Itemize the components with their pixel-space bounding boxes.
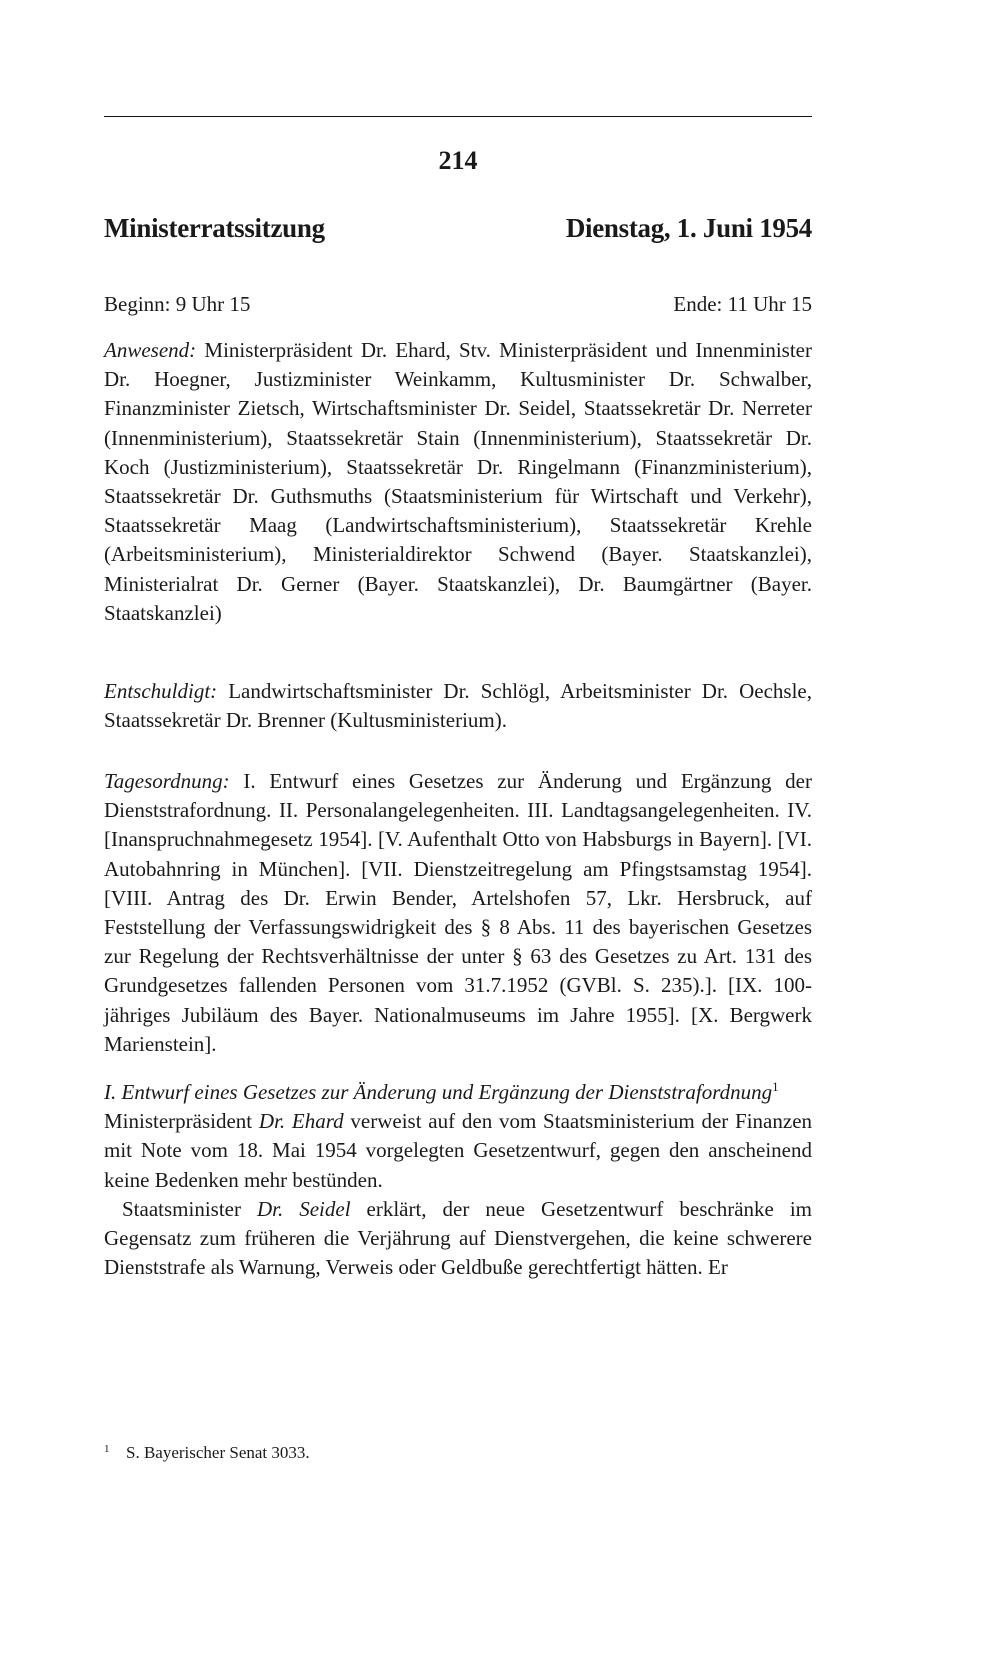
excused-paragraph — [104, 677, 812, 735]
agenda-paragraph — [104, 767, 812, 1059]
footnote-1 — [104, 1442, 812, 1464]
agenda-label: Tagesordnung: — [104, 769, 230, 793]
page-number: 214 — [438, 146, 478, 175]
session-begin: Beginn: 9 Uhr 15 — [104, 292, 251, 316]
footnote-ref-1[interactable]: 1 — [772, 1079, 779, 1094]
speaker-name: Dr. Seidel — [256, 1196, 351, 1221]
session-title: Ministerratssitzung — [104, 213, 325, 243]
section-1-heading-text: I. Entwurf eines Gesetzes zur Änderung und Ergänzung der Dienststrafordnung — [104, 1080, 773, 1104]
footnote-mark: 1 — [104, 1443, 110, 1455]
header-rule — [104, 116, 812, 117]
session-times — [104, 290, 812, 318]
excused-label: Entschuldigt: — [104, 679, 218, 703]
agenda-text: I. Entwurf eines Gesetzes zur Änderung und Ergänzung der Dienststrafordnung. II. Personalangelegenheiten. III. Landtagsangelegenheiten. IV. [Inanspruchnahmegesetz 1954]. [V. Aufenthalt Otto von Habsburgs in Bayern]. [VI. Autobahnring in München]. [VII. Dienstzeitregelung am Pfingstsamstag 1954]. [VIII. Antrag des Dr. Erwin Bender, Artelshofen 57, Lkr. Hersbruck, auf Feststellung der Verfassungswidrigkeit des § 8 Abs. 11 des bayerischen Gesetzes zur Regelung der Rechtsverhältnisse der unter § 63 des Gesetzes zu Art. 131 des Grundgesetzes fallenden Personen vom 31.7.1952 (GVBl. S. 235).]. [IX. 100-jähriges Jubiläum des Bayer. Nationalmuseums im Jahre 1955]. [X. Bergwerk Marienstein]. — [104, 769, 812, 1056]
footnote-text: S. Bayerischer Senat 3033. — [126, 1443, 310, 1462]
section-1-paragraph-2: Staatsminister Dr. Seidel erklärt, der neue Gesetzentwurf beschränke im Gegensatz zum früheren die Verjährung auf Dienstvergehen, die keine schwerere Dienststrafe als Warnung, Verweis oder Geldbuße gerechtfertigt hätten. Er — [104, 1196, 812, 1280]
section-1-heading — [104, 1078, 812, 1107]
section-1-paragraph-1: Ministerpräsident Dr. Ehard verweist auf den vom Staatsministerium der Finanzen mit Note vom 18. Mai 1954 vorgelegten Gesetzentwurf, gegen den anscheinend keine Bedenken mehr bestünden. — [104, 1109, 813, 1192]
excused-text: Landwirtschaftsminister Dr. Schlögl, Arbeitsminister Dr. Oechsle, Staatssekretär Dr. Brenner (Kultusministerium). — [104, 679, 812, 733]
session-end: Ende: 11 Uhr 15 — [673, 292, 812, 316]
speaker-name: Dr. Ehard — [258, 1109, 344, 1134]
section-1 — [104, 1078, 812, 1282]
attendees-label: Anwesend: — [104, 338, 197, 362]
session-date: Dienstag, 1. Juni 1954 — [565, 213, 812, 243]
session-title-row — [104, 212, 812, 244]
attendees-text: Ministerpräsident Dr. Ehard, Stv. Ministerpräsident und Innenminister Dr. Hoegner, Justizminister Weinkamm, Kultusminister Dr. Schwalber, Finanzminister Zietsch, Wirtschaftsminister Dr. Seidel, Staatssekretär Dr. Nerreter (Innenministerium), Staatssekretär Stain (Innenministerium), Staatssekretär Dr. Koch (Justizministerium), Staatssekretär Dr. Ringelmann (Finanzministerium), Staatssekretär Dr. Guthsmuths (Staatsministerium für Wirtschaft und Verkehr), Staatssekretär Maag (Landwirtschaftsministerium), Staatssekretär Krehle (Arbeitsministerium), Ministerialdirektor Schwend (Bayer. Staatskanzlei), Ministerialrat Dr. Gerner (Bayer. Staatskanzlei), Dr. Baumgärtner (Bayer. Staatskanzlei) — [104, 338, 812, 625]
attendees-paragraph — [104, 336, 812, 628]
